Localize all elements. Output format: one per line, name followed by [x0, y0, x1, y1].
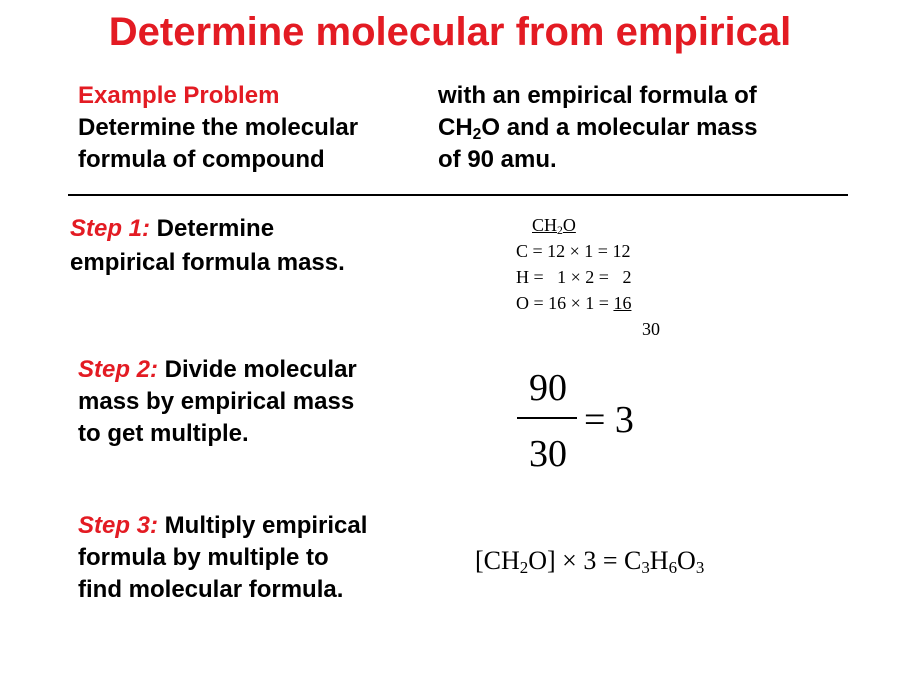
problem-text-line3: with an empirical formula of [438, 82, 757, 109]
step3-text: Step 3: Multiply empirical formula by multiple to find molecular formula. [78, 512, 368, 603]
calc-row-c: C = 12 × 1 = 12 [516, 241, 631, 261]
page-title: Determine molecular from empirical [108, 10, 792, 54]
problem-text-line2: formula of compound [78, 146, 325, 173]
fraction-denominator: 30 [529, 433, 567, 475]
divider [68, 194, 848, 196]
problem-left [78, 80, 358, 176]
step1-label: Step 1: [70, 215, 151, 242]
step1-text: Step 1: Determine empirical formula mass. [70, 215, 345, 276]
problem-text-line4: $CH_2O$ and a molecular mass [438, 114, 758, 143]
calc-total: 30 [642, 319, 660, 339]
fraction-numerator: 90 [529, 367, 567, 409]
step2-label: Step 2: [78, 356, 159, 383]
step1-calculation [516, 212, 660, 342]
calc-row-o: O = 16 × 1 = 16 [516, 293, 632, 313]
problem-right [438, 80, 757, 176]
problem-text-line5: of 90 amu. [438, 146, 557, 173]
calc-row-h: H = 1 × 2 = 2 [516, 267, 632, 287]
fraction-result: = 3 [584, 399, 634, 441]
problem-text-line1: Determine the molecular [78, 114, 359, 141]
problem-heading: Example Problem [78, 82, 280, 109]
step2-text: Step 2: Divide molecular mass by empirical mass to get multiple. [78, 356, 357, 447]
step3-equation: $[CH_2O] \times 3 = C_3H_6O_3$ [475, 546, 705, 578]
calc-header: $CH_2O$ [532, 215, 576, 237]
fraction-bar [517, 417, 577, 419]
step3-label: Step 3: [78, 512, 159, 539]
